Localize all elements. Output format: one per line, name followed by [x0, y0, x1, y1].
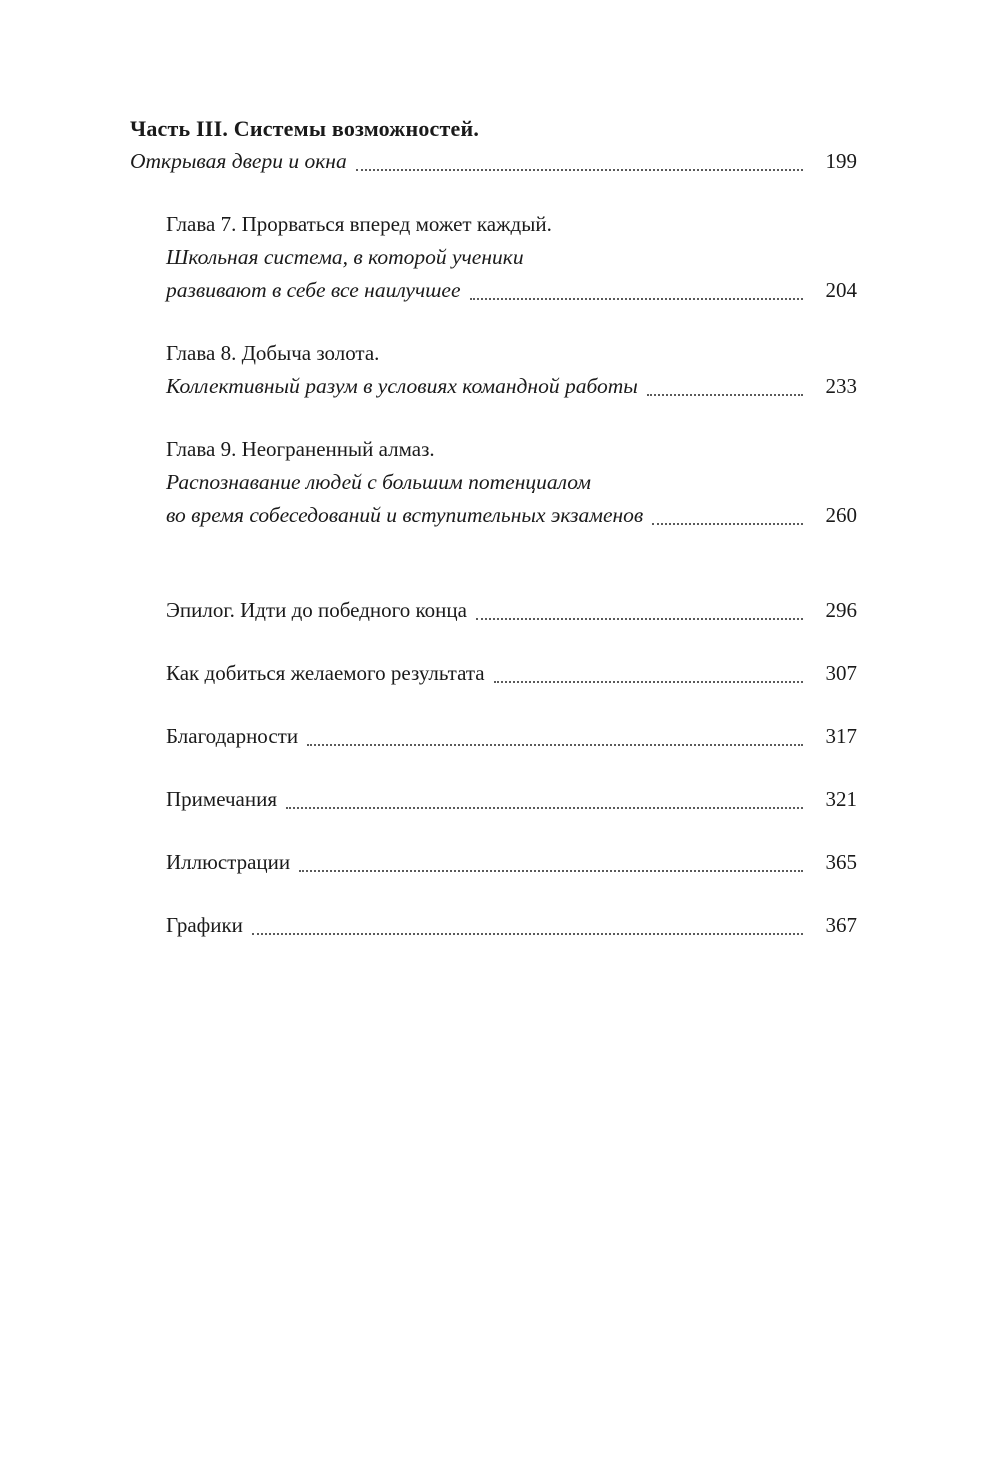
toc-line-text: Благодарности — [166, 724, 299, 748]
toc-line — [166, 466, 857, 499]
toc — [130, 112, 857, 942]
toc-line-text: Глава 8. Добыча золота. — [166, 341, 380, 365]
toc-line-text: Коллективный разум в условиях командной работы — [166, 374, 638, 398]
page-number: 260 — [825, 503, 857, 527]
page-number: 233 — [825, 374, 857, 398]
toc-line-text: Глава 9. Неограненный алмаз. — [166, 437, 435, 461]
page-number: 199 — [825, 149, 857, 173]
toc-entry — [130, 909, 857, 942]
toc-entry — [130, 720, 857, 753]
toc-line — [166, 370, 857, 403]
toc-entry — [130, 337, 857, 403]
toc-line — [166, 846, 857, 879]
dot-leader — [299, 870, 803, 872]
toc-line — [166, 657, 857, 690]
toc-line — [166, 337, 857, 370]
toc-line-text: Иллюстрации — [166, 850, 291, 874]
toc-line — [166, 594, 857, 627]
toc-line — [166, 241, 857, 274]
dot-leader — [476, 618, 803, 620]
toc-line-text: Часть III. Системы возможностей. — [130, 116, 480, 141]
toc-line — [166, 499, 857, 532]
toc-line-text: Примечания — [166, 787, 278, 811]
toc-line — [130, 112, 857, 145]
toc-line — [130, 145, 857, 178]
dot-leader — [286, 807, 803, 809]
dot-leader — [470, 298, 803, 300]
dot-leader — [356, 169, 803, 171]
toc-line-text: Глава 7. Прорваться вперед может каждый. — [166, 212, 552, 236]
dot-leader — [252, 933, 803, 935]
toc-entry — [130, 657, 857, 690]
toc-line — [166, 433, 857, 466]
page-number: 365 — [825, 850, 857, 874]
page-number: 321 — [825, 787, 857, 811]
toc-entry — [130, 783, 857, 816]
page-number: 296 — [825, 598, 857, 622]
toc-line-text: Распознавание людей с большим потенциалом — [166, 470, 591, 494]
toc-line-text: Открывая двери и окна — [130, 149, 347, 173]
dot-leader — [652, 523, 803, 525]
toc-entry — [130, 208, 857, 307]
toc-entry — [130, 433, 857, 532]
toc-line-text: во время собеседований и вступительных экзаменов — [166, 503, 644, 527]
page-number: 307 — [825, 661, 857, 685]
toc-line — [166, 783, 857, 816]
toc-line-text: Эпилог. Идти до победного конца — [166, 598, 467, 622]
dot-leader — [307, 744, 803, 746]
toc-line — [166, 909, 857, 942]
dot-leader — [494, 681, 803, 683]
toc-entry — [130, 846, 857, 879]
page-number: 367 — [825, 913, 857, 937]
toc-entry — [130, 594, 857, 627]
toc-line-text: Как добиться желаемого результата — [166, 661, 485, 685]
toc-line — [166, 208, 857, 241]
toc-line-text: развивают в себе все наилучшее — [166, 278, 461, 302]
toc-line-text: Школьная система, в которой ученики — [166, 245, 524, 269]
toc-line — [166, 274, 857, 307]
toc-entry — [130, 112, 857, 178]
page-number: 317 — [825, 724, 857, 748]
dot-leader — [647, 394, 803, 396]
toc-line-text: Графики — [166, 913, 243, 937]
toc-line — [166, 720, 857, 753]
page-number: 204 — [825, 278, 857, 302]
